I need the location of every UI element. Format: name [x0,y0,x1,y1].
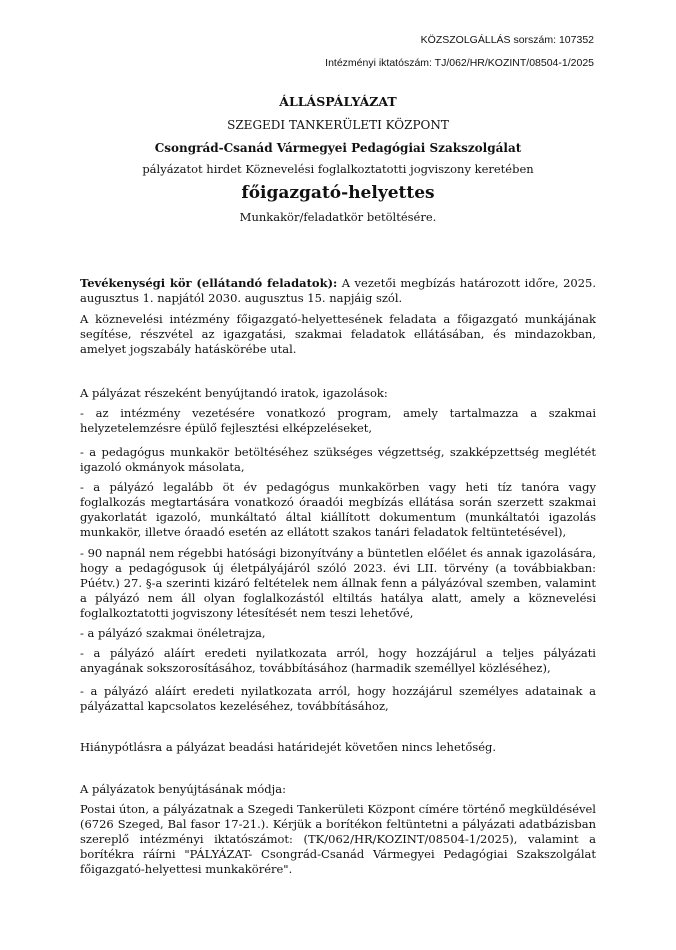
announcement-line: pályázatot hirdet Köznevelési foglalkoztatotti jogviszony keretében [142,162,534,176]
purpose-line: Munkakör/feladatkör betöltésére. [239,210,437,224]
filing-number: Intézményi iktatószám: TJ/062/HR/KOZINT/08504-1/2025 [325,57,594,69]
scope-label: Tevékenységi kör (ellátandó feladatok): [80,276,338,290]
documents-heading: A pályázat részeként benyújtandó iratok, igazolások: [80,386,388,400]
document-heading: ÁLLÁSPÁLYÁZAT [279,94,397,109]
missing-docs-note: Hiánypótlásra a pályázat beadási határidejét követően nincs lehetőség. [80,740,497,754]
institution-name: Csongrád-Csanád Vármegyei Pedagógiai Szakszolgálat [154,141,522,155]
scope-description: A köznevelési intézmény főigazgató-helyettesének feladata a főigazgató munkájának segítése, részvétel az igazgatási, szakmai feladatok ellátásában, és mindazokban, amelyet jogszabály hatáskörébe utal. [80,312,596,356]
position-title: főigazgató-helyettes [241,183,435,203]
document-item: - a pedagógus munkakör betöltéséhez szükséges végzettség, szakképzettség meglétét igazoló okmányok másolata, [80,445,596,474]
submission-heading: A pályázatok benyújtásának módja: [80,782,286,796]
document-item: - a pályázó szakmai önéletrajza, [80,626,266,640]
document-item: - a pályázó aláírt eredeti nyilatkozata arról, hogy hozzájárul a teljes pályázati anyagának sokszorosításához, továbbításához (harmadik személlyel közléséhez), [80,646,596,675]
submission-text: Postai úton, a pályázatnak a Szegedi Tankerületi Központ címére történő megküldésével (6726 Szeged, Bal fasor 17-21.). Kérjük a borítékon feltüntetni a pályázati adatbázisban szereplő intézményi iktatószámot: (TK/062/HR/KOZINT/08504-1/2025), valamint a borítékra ráírni "PÁLYÁZAT- Csongrád-Csanád Vármegyei Pedagógiai Szakszolgálat főigazgató-helyettesi munkakörére". [80,802,596,876]
document-item: - a pályázó aláírt eredeti nyilatkozata arról, hogy hozzájárul személyes adatainak a pályázattal kapcsolatos kezeléséhez, továbbításához, [80,684,596,713]
document-item: - a pályázó legalább öt év pedagógus munkakörben vagy heti tíz tanóra vagy foglalkozás megtartására vonatkozó óraadói megbízás ellátása során szerzett szakmai gyakorlatát igazoló, munkáltató által kiállított dokumentum (munkáltatói igazolás munkakör, illetve óraadó esetén az ellátott szakos tanári feladatok feltüntetésével), [80,480,596,539]
document-item: - az intézmény vezetésére vonatkozó program, amely tartalmazza a szakmai helyzetelemzésre épülő fejlesztési elképzeléseket, [80,406,596,435]
scope-paragraph [80,276,596,306]
organization-name: SZEGEDI TANKERÜLETI KÖZPONT [227,118,449,132]
document-item: - 90 napnál nem régebbi hatósági bizonyítvány a büntetlen előélet és annak igazolására, hogy a pedagógusok új életpályájáról szóló 2023. évi LII. törvény (a továbbiakban: Púétv.) 27. §-a szerinti kizáró feltételek nem állnak fenn a pályázóval szemben, valamint a pályázó nem áll olyan foglalkozástól eltiltás hatálya alatt, amely a köznevelési foglalkoztatotti jogviszony létesítését nem teszi lehetővé, [80,546,596,620]
scope-text: A vezetői megbízás határozott időre, 2025. augusztus 1. napjától 2030. augusztus 15. napjáig szól. [80,276,596,305]
reference-number: KÖZSZOLGÁLLÁS sorszám: 107352 [420,34,594,46]
